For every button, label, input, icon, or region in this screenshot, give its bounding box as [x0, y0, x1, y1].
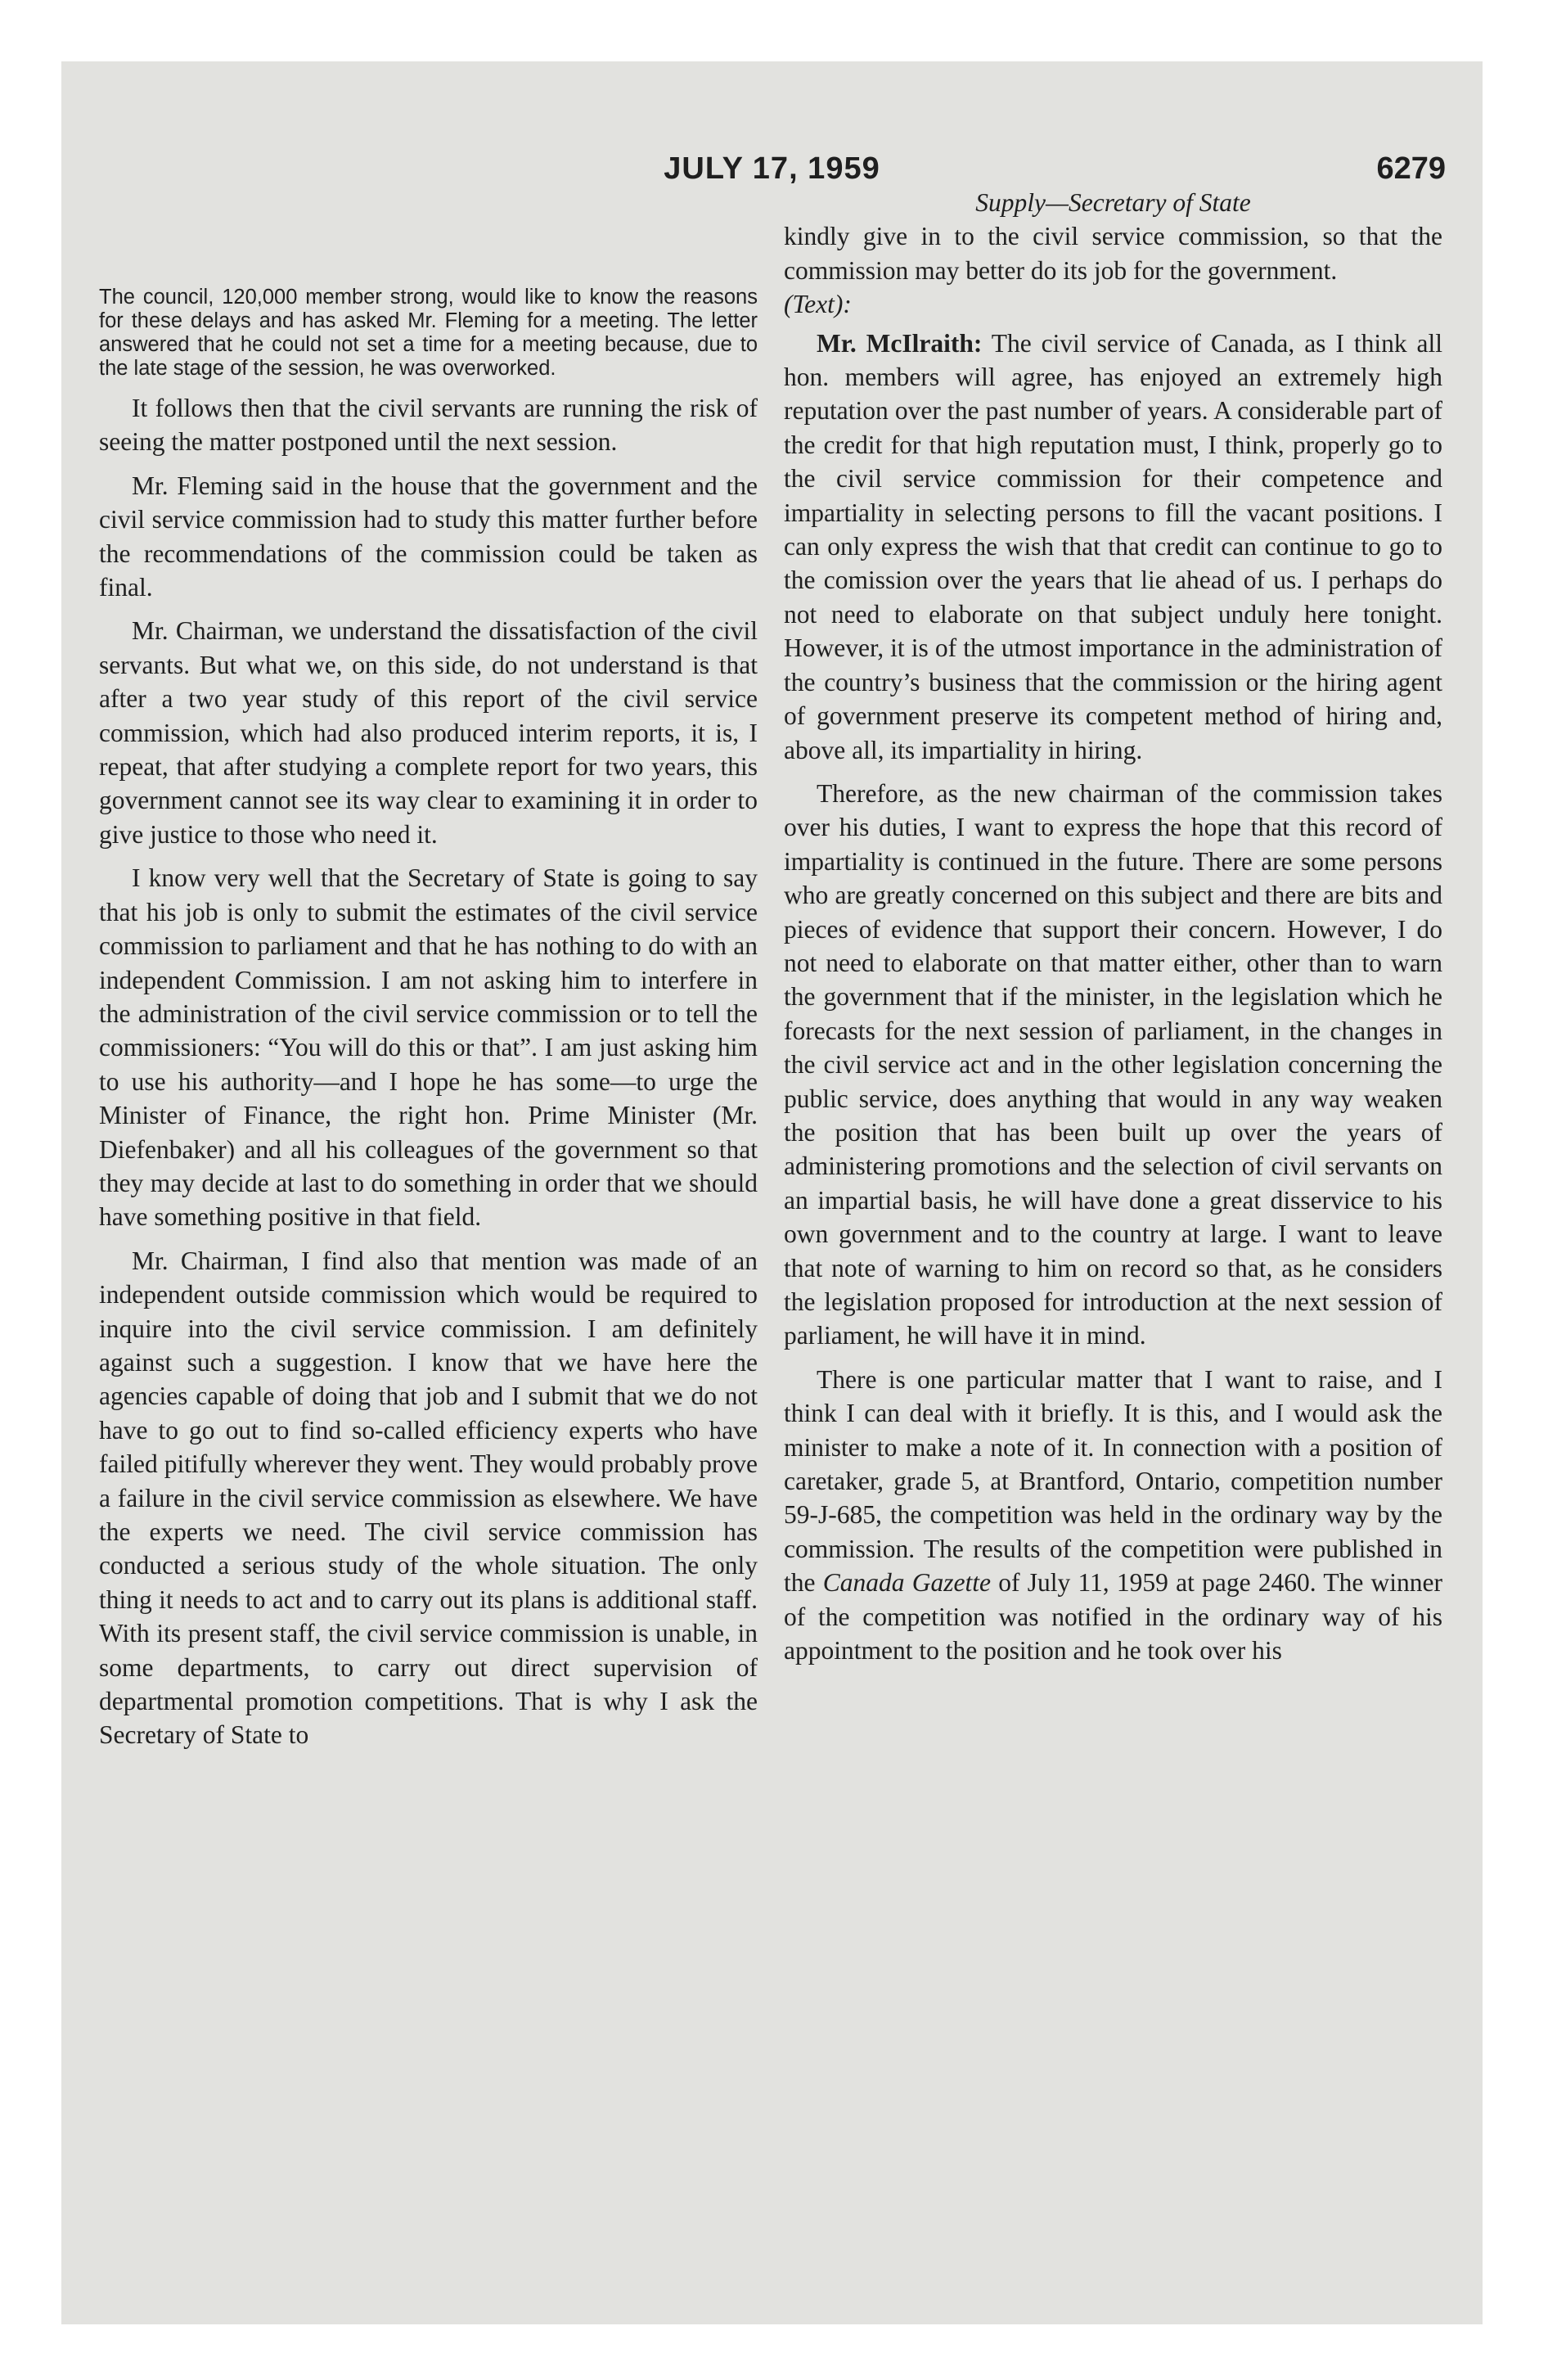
paragraph: [784, 1363, 1442, 1668]
continued-paragraph: kindly give in to the civil service commission, so that the commission may better do its job for the government.: [784, 222, 1442, 285]
paragraph: It follows then that the civil servants are running the risk of seeing the matter postponed until the next session.: [99, 394, 758, 457]
paragraph: Mr. Fleming said in the house that the government and the civil service commission had to study this matter further before the recommendations of the commission could be taken as final.: [99, 471, 758, 602]
speaker-paragraph: [784, 327, 1442, 767]
publication-title: Canada Gazette: [822, 1568, 991, 1598]
paragraph-text: There is one particular matter that I want to raise, and I think I can deal with it briefly. It is this, and I would ask the minister to make a note of it. In connection with a position of caretaker, grade 5, at Brantford, Ontario, competition number 59-J-685, the competition was held in the ordinary way by the commission. The results of the competition were published in the: [784, 1364, 1442, 1598]
left-column: [99, 217, 758, 1752]
paragraph: Therefore, as the new chairman of the commission takes over his duties, I want to express the hope that this record of impartiality is continued in the future. There are some persons who are greatly concerned on this subject and there are bits and pieces of evidence that support their concern. However, I do not need to elaborate on that matter either, other than to warn the government that if the minister, in the legislation which he forecasts for the next session of parliament, in the changes in the civil service act and in the other legislation concerning the public service, does anything that would in any way weaken the position that has been built up over the years of administering promotions and the selection of civil servants on an impartial basis, he will have done a great disservice to his own government and to the country at large. I want to leave that note of warning to him on record so that, as he considers the legislation proposed for introduction at the next session of parliament, he will have it in mind.: [784, 778, 1442, 1350]
running-title: Supply—Secretary of State: [975, 188, 1251, 217]
quoted-passage: The council, 120,000 member strong, would like to know the reasons for these delays and has asked Mr. Fleming for a meeting. The letter answered that he could not set a time for a meeting because, due to the late stage of the session, he was overworked.: [99, 286, 758, 380]
speaker-name: Mr. McIlraith:: [817, 328, 983, 358]
page-number: 6279: [1376, 151, 1446, 186]
paragraph: Mr. Chairman, we understand the dissatisfaction of the civil servants. But what we, on this side, do not understand is that after a two year study of this report of the civil service commission, which had also produced interim reports, it is, I repeat, that after studying a complete report for two years, this government cannot see its way clear to examining it in order to give justice to those who need it.: [99, 616, 758, 849]
paragraph-text: of July 11, 1959 at page 2460. The winner of the competition was notified in the ordinary way of his appointment to the position and he took over his: [784, 1568, 1443, 1666]
hansard-page: [61, 61, 1483, 2324]
right-column: [784, 186, 1442, 1667]
paragraph: Mr. Chairman, I find also that mention was made of an independent outside commission which would be required to inquire into the civil service commission. I am definitely against such a suggestion. I know that we have here the agencies capable of doing that job and I submit that we do not have to go out to find so-called efficiency experts who have failed pitifully wherever they went. They would probably prove a failure in the civil service commission as elsewhere. We have the experts we need. The civil service commission has conducted a serious study of the whole situation. The only thing it needs to act and to carry out its plans is additional staff. With its present staff, the civil service commission is unable, in some departments, to carry out direct supervision of departmental promotion competitions. That is why I ask the Secretary of State to: [99, 1246, 758, 1750]
paragraph: I know very well that the Secretary of State is going to say that his job is only to submit the estimates of the civil service commission to parliament and that he has nothing to do with an independent Commission. I am not asking him to interfere in the administration of the civil service commission or to tell the commissioners: “You will do this or that”. I am just asking him to use his authority—and I hope he has some—to urge the Minister of Finance, the right hon. Prime Minister (Mr. Diefenbaker) and all his colleagues of the government so that they may decide at last to do something in order that we should have something positive in that field.: [99, 863, 758, 1232]
text-label: (Text):: [784, 290, 852, 319]
speaker-text: The civil service of Canada, as I think all hon. members will agree, has enjoyed an extremely high reputation over the past number of years. A considerable part of the credit for that high reputation must, I think, properly go to the civil service commission for their competence and impartiality in selecting persons to fill the vacant positions. I can only express the wish that that credit can continue to go to the comission over the years that lie ahead of us. I perhaps do not need to elaborate on that subject unduly here tonight. However, it is of the utmost importance in the administration of the country’s business that the commission or the hiring agent of government preserve its competent method of hiring and, above all, its impartiality in hiring.: [784, 328, 1443, 764]
page-date: JULY 17, 1959: [664, 151, 880, 186]
